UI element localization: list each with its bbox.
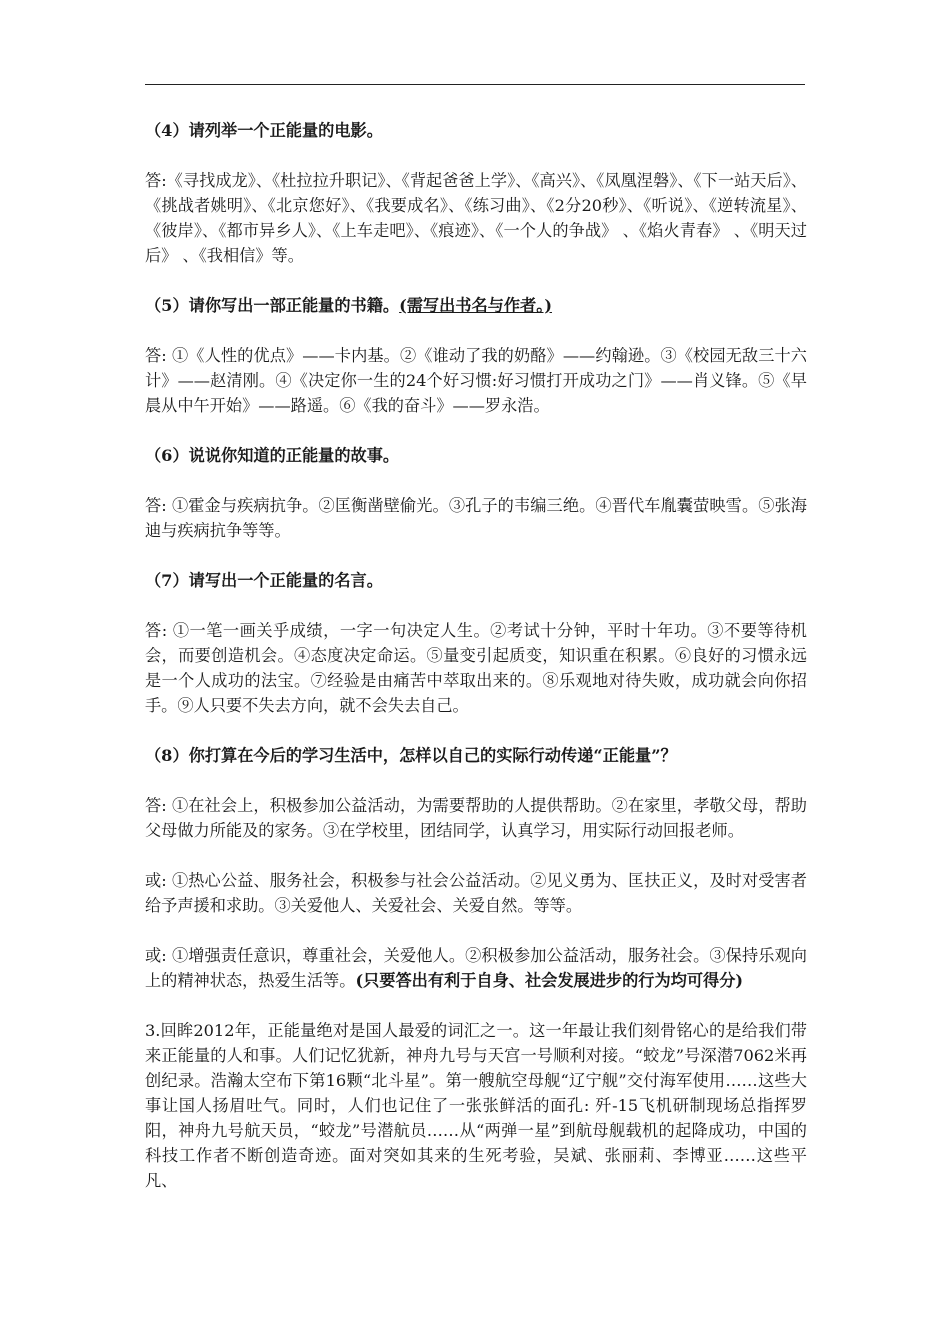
question-7: （7）请写出一个正能量的名言。 [145,571,383,590]
answer-8-option-1: 答: ①在社会上，积极参加公益活动，为需要帮助的人提供帮助。②在家里，孝敬父母，帮助父母做力所能及的家务。③在学校里，团结同学，认真学习，用实际行动回报老师。 [145,796,807,840]
question-5 [145,293,807,318]
question-5-note: (需写出书名与作者。) [399,296,552,315]
answer-5: 答: ①《人性的优点》——卡内基。②《谁动了我的奶酪》——约翰逊。③《校园无敌三十六计》——赵清刚。④《决定你一生的24个好习惯:好习惯打开成功之门》——肖义锋。⑤《早晨从中午开始》——路遥。⑥《我的奋斗》——罗永浩。 [145,346,807,415]
question-6: （6）说说你知道的正能量的故事。 [145,446,400,465]
answer-8-option-3-text: 或: ①增强责任意识，尊重社会，关爱他人。②积极参加公益活动，服务社会。③保持乐观向上的精神状态，热爱生活等。 [145,946,807,990]
question-4: （4）请列举一个正能量的电影。 [145,121,383,140]
question-8: （8）你打算在今后的学习生活中，怎样以自己的实际行动传递“正能量”？ [145,746,677,765]
scoring-note: (只要答出有利于自身、社会发展进步的行为均可得分) [355,971,744,990]
answer-7: 答: ①一笔一画关乎成绩，一字一句决定人生。②考试十分钟，平时十年功。③不要等待机会，而要创造机会。④态度决定命运。⑤量变引起质变，知识重在积累。⑥良好的习惯永远是一个人成功的法宝。⑦经验是由痛苦中萃取出来的。⑧乐观地对待失败，成功就会向你招手。⑨人只要不失去方向，就不会失去自己。 [145,621,807,715]
header-rule [145,84,805,85]
question-5-text: （5）请你写出一部正能量的书籍。 [145,296,400,315]
document-body [145,118,807,1218]
answer-6: 答: ①霍金与疾病抗争。②匡衡凿壁偷光。③孔子的韦编三绝。④晋代车胤囊萤映雪。⑤张海迪与疾病抗争等等。 [145,496,807,540]
passage-3: 3.回眸2012年，正能量绝对是国人最爱的词汇之一。这一年最让我们刻骨铭心的是给我们带来正能量的人和事。人们记忆犹新，神舟九号与天宫一号顺利对接。“蛟龙”号深潜7062米再创纪录。浩瀚太空布下第16颗“北斗星”。第一艘航空母舰“辽宁舰”交付海军使用……这些大事让国人扬眉吐气。同时，人们也记住了一张张鲜活的面孔: 歼-15飞机研制现场总指挥罗阳，神舟九号航天员，“蛟龙”号潜航员……从“两弹一星”到航母舰载机的起降成功，中国的科技工作者不断创造奇迹。面对突如其来的生死考验，吴斌、张丽莉、李博亚……这些平凡、 [145,1021,807,1190]
answer-4: 答:《寻找成龙》、《杜拉拉升职记》、《背起爸爸上学》、《高兴》、《凤凰涅磐》、《下一站天后》、《挑战者姚明》、《北京您好》、《我要成名》、《练习曲》、《2分20秒》、《听说》、《逆转流星》、《彼岸》、《都市异乡人》、《上车走吧》、《痕迹》、《一个人的争战》 、《焰火青春》 、《明天过后》 、《我相信》等。 [145,171,807,265]
answer-8-option-2: 或: ①热心公益、服务社会，积极参与社会公益活动。②见义勇为、匡扶正义，及时对受害者给予声援和求助。③关爱他人、关爱社会、关爱自然。等等。 [145,871,807,915]
answer-8-option-3 [145,943,807,993]
